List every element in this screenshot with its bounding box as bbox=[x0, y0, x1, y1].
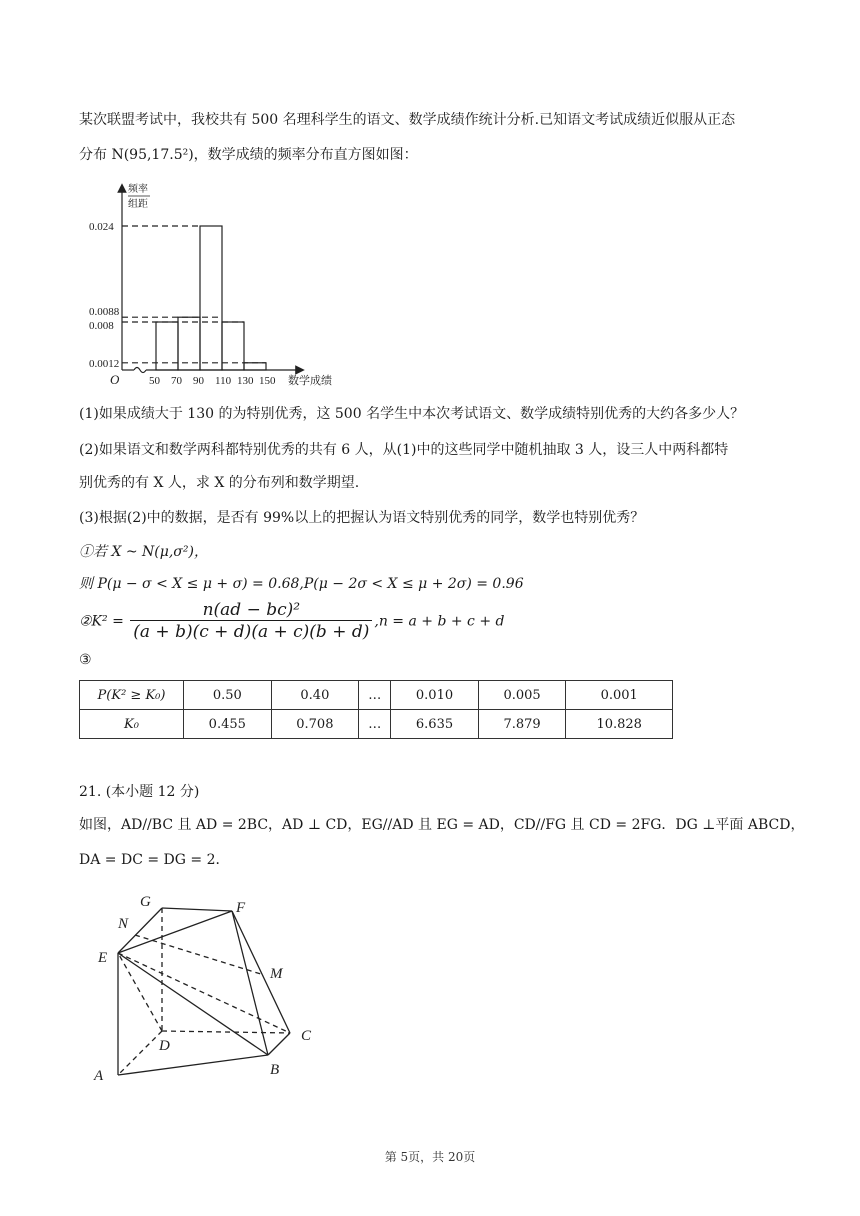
note-1: ①若 X ~ N(μ,σ²)， bbox=[79, 544, 208, 560]
table-cell: 0.010 bbox=[391, 681, 479, 710]
edge-de bbox=[118, 953, 162, 1031]
y-tick-label: 0.0012 bbox=[89, 357, 120, 370]
x-axis-label: 数学成绩 bbox=[288, 374, 332, 387]
question-2b: 别优秀的有 X 人，求 X 的分布列和数学期望. bbox=[79, 475, 360, 491]
histogram-bar bbox=[178, 317, 200, 370]
x-tick-label: 70 bbox=[171, 375, 182, 387]
question-1: (1)如果成绩大于 130 的为特别优秀，这 500 名学生中本次考试语文、数学成绩特别优秀的大约各多少人？ bbox=[79, 406, 745, 422]
edge-ab bbox=[118, 1055, 268, 1075]
intro-line-2: 分布 N(95,17.5²)，数学成绩的频率分布直方图如图： bbox=[79, 147, 418, 163]
question-3: (3)根据(2)中的数据，是否有 99%以上的把握认为语文特别优秀的同学，数学也特别优秀？ bbox=[79, 510, 645, 526]
problem-21-line-1: 如图，AD//BC 且 AD = 2BC，AD ⊥ CD，EG//AD 且 EG = AD，CD//FG 且 CD = 2FG．DG ⊥平面 ABCD， bbox=[79, 817, 805, 833]
x-tick-label: 90 bbox=[193, 375, 204, 387]
edge-da bbox=[118, 1031, 162, 1075]
table-cell: 0.40 bbox=[271, 681, 359, 710]
table-cell: 0.001 bbox=[566, 681, 673, 710]
note-2-suffix: ,n = a + b + c + d bbox=[374, 613, 505, 630]
table-cell: … bbox=[359, 681, 391, 710]
solid-geometry-figure bbox=[80, 890, 340, 1090]
problem-21-line-2: DA = DC = DG = 2． bbox=[79, 852, 230, 868]
intro-line-1: 某次联盟考试中，我校共有 500 名理科学生的语文、数学成绩作统计分析.已知语文考试成绩近似服从正态 bbox=[79, 112, 736, 128]
segment-nm bbox=[135, 935, 264, 975]
k2-fraction bbox=[130, 600, 372, 643]
edge-fb bbox=[232, 911, 268, 1055]
label-f: F bbox=[236, 900, 246, 916]
label-c: C bbox=[301, 1028, 312, 1044]
label-a: A bbox=[94, 1068, 104, 1084]
label-e: E bbox=[98, 950, 108, 966]
table-cell: 7.879 bbox=[478, 710, 566, 739]
origin-label: O bbox=[110, 372, 120, 387]
label-g: G bbox=[140, 894, 151, 910]
x-tick-label: 50 bbox=[149, 375, 160, 387]
histogram-bar bbox=[244, 363, 266, 370]
table-cell: 0.455 bbox=[184, 710, 272, 739]
label-d: D bbox=[159, 1038, 170, 1054]
label-m: M bbox=[270, 966, 283, 982]
note-2-formula bbox=[79, 600, 504, 643]
x-tick-label: 130 bbox=[237, 375, 254, 387]
table-cell: 0.50 bbox=[184, 681, 272, 710]
k2-numerator: n(ad − bc)² bbox=[202, 600, 301, 620]
k2-denominator: (a + b)(c + d)(a + c)(b + d) bbox=[130, 620, 372, 643]
note-3: ③ bbox=[79, 652, 92, 668]
edge-dc bbox=[162, 1031, 290, 1033]
question-2a: (2)如果语文和数学两科都特别优秀的共有 6 人，从(1)中的这些同学中随机抽取 3 人，设三人中两科都特 bbox=[79, 442, 729, 458]
table-cell: … bbox=[359, 710, 391, 739]
edge-bc bbox=[268, 1033, 290, 1055]
critical-value-table bbox=[79, 680, 673, 739]
note-1b: 则 P(μ − σ < X ≤ μ + σ) = 0.68,P(μ − 2σ < X ≤ μ + 2σ) = 0.96 bbox=[79, 576, 524, 592]
edge-ef bbox=[118, 911, 232, 953]
label-n: N bbox=[118, 916, 129, 932]
table-cell: 0.708 bbox=[271, 710, 359, 739]
histogram-bar bbox=[200, 226, 222, 370]
table-row bbox=[80, 710, 673, 739]
edge-ec bbox=[118, 953, 290, 1033]
y-axis-label-bottom: 组距 bbox=[128, 199, 148, 210]
y-axis-label-top: 频率 bbox=[128, 184, 148, 195]
x-tick-label: 110 bbox=[215, 375, 232, 387]
table-row bbox=[80, 681, 673, 710]
y-tick-label: 0.008 bbox=[89, 320, 114, 332]
x-tick-label: 150 bbox=[259, 375, 276, 387]
table-cell: 0.005 bbox=[478, 681, 566, 710]
page-footer: 第 5页，共 20页 bbox=[384, 1150, 476, 1164]
label-b: B bbox=[270, 1062, 280, 1078]
edge-gf bbox=[162, 908, 232, 911]
y-tick-label: 0.0088 bbox=[89, 306, 120, 319]
edge-eb bbox=[118, 953, 268, 1055]
frequency-histogram bbox=[78, 180, 368, 390]
axis-break bbox=[134, 368, 146, 373]
table-row-label: P(K² ≥ K₀) bbox=[80, 681, 184, 710]
table-cell: 6.635 bbox=[391, 710, 479, 739]
note-2-prefix: ②K² = bbox=[79, 613, 129, 630]
table-cell: 10.828 bbox=[566, 710, 673, 739]
table-row-label: K₀ bbox=[80, 710, 184, 739]
y-tick-label: 0.024 bbox=[89, 221, 114, 233]
problem-21-title: 21. (本小题 12 分) bbox=[79, 784, 200, 800]
